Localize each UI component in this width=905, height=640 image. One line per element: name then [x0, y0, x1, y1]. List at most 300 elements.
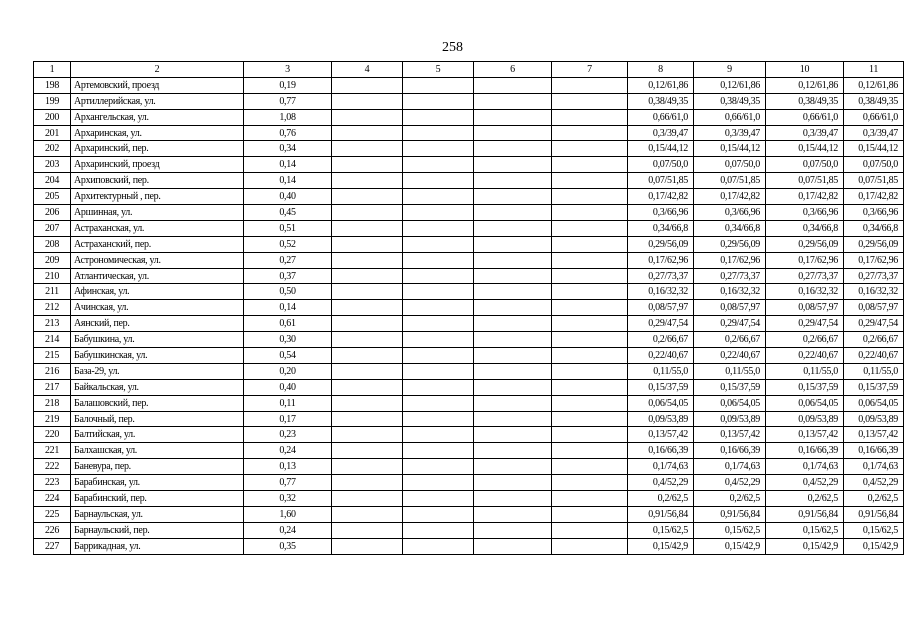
table-row — [34, 284, 904, 300]
row-number: 208 — [34, 236, 71, 252]
table-row — [34, 236, 904, 252]
column-header-6: 6 — [474, 62, 552, 78]
empty-cell — [552, 316, 628, 332]
value-col-10: 0,13/57,42 — [766, 427, 844, 443]
value-col-10: 0,34/66,8 — [766, 220, 844, 236]
street-name: Бабушкина, ул. — [71, 332, 244, 348]
empty-cell — [474, 284, 552, 300]
value-col-10: 0,91/56,84 — [766, 506, 844, 522]
empty-cell — [552, 205, 628, 221]
value-col-8: 0,16/32,32 — [628, 284, 694, 300]
value-col-8: 0,2/66,67 — [628, 332, 694, 348]
empty-cell — [332, 125, 403, 141]
empty-cell — [332, 93, 403, 109]
value-col-9: 0,07/50,0 — [694, 157, 766, 173]
street-name: Балочный, пер. — [71, 411, 244, 427]
empty-cell — [474, 189, 552, 205]
table-row — [34, 411, 904, 427]
row-number: 206 — [34, 205, 71, 221]
street-name: Байкальская, ул. — [71, 379, 244, 395]
table-row — [34, 220, 904, 236]
length-value: 0,27 — [244, 252, 332, 268]
value-col-8: 0,2/62,5 — [628, 491, 694, 507]
value-col-9: 0,66/61,0 — [694, 109, 766, 125]
value-col-11: 0,22/40,67 — [844, 348, 904, 364]
empty-cell — [332, 173, 403, 189]
value-col-8: 0,07/51,85 — [628, 173, 694, 189]
row-number: 207 — [34, 220, 71, 236]
value-col-9: 0,34/66,8 — [694, 220, 766, 236]
empty-cell — [332, 316, 403, 332]
table-row — [34, 427, 904, 443]
table-row — [34, 109, 904, 125]
value-col-9: 0,3/39,47 — [694, 125, 766, 141]
empty-cell — [552, 236, 628, 252]
street-name: Артиллерийская, ул. — [71, 93, 244, 109]
street-name: Бабушкинская, ул. — [71, 348, 244, 364]
data-table — [33, 61, 904, 555]
length-value: 0,24 — [244, 443, 332, 459]
value-col-9: 0,11/55,0 — [694, 363, 766, 379]
value-col-10: 0,2/66,67 — [766, 332, 844, 348]
length-value: 0,14 — [244, 157, 332, 173]
value-col-9: 0,91/56,84 — [694, 506, 766, 522]
empty-cell — [552, 173, 628, 189]
empty-cell — [403, 205, 474, 221]
street-name: Балтийская, ул. — [71, 427, 244, 443]
value-col-8: 0,09/53,89 — [628, 411, 694, 427]
street-name: База-29, ул. — [71, 363, 244, 379]
column-header-1: 1 — [34, 62, 71, 78]
empty-cell — [474, 475, 552, 491]
empty-cell — [332, 459, 403, 475]
empty-cell — [332, 205, 403, 221]
empty-cell — [403, 109, 474, 125]
street-name: Баррикадная, ул. — [71, 538, 244, 554]
column-header-10: 10 — [766, 62, 844, 78]
empty-cell — [332, 491, 403, 507]
table-row — [34, 332, 904, 348]
empty-cell — [403, 506, 474, 522]
length-value: 0,19 — [244, 77, 332, 93]
value-col-11: 0,16/32,32 — [844, 284, 904, 300]
street-name: Атлантическая, ул. — [71, 268, 244, 284]
value-col-11: 0,3/66,96 — [844, 205, 904, 221]
empty-cell — [403, 395, 474, 411]
empty-cell — [552, 411, 628, 427]
empty-cell — [332, 379, 403, 395]
value-col-8: 0,12/61,86 — [628, 77, 694, 93]
column-header-4: 4 — [332, 62, 403, 78]
empty-cell — [552, 363, 628, 379]
empty-cell — [474, 363, 552, 379]
empty-cell — [403, 173, 474, 189]
length-value: 1,08 — [244, 109, 332, 125]
empty-cell — [332, 411, 403, 427]
value-col-9: 0,1/74,63 — [694, 459, 766, 475]
length-value: 0,52 — [244, 236, 332, 252]
empty-cell — [552, 459, 628, 475]
value-col-10: 0,07/51,85 — [766, 173, 844, 189]
value-col-11: 0,91/56,84 — [844, 506, 904, 522]
street-name: Барнаульская, ул. — [71, 506, 244, 522]
empty-cell — [474, 443, 552, 459]
value-col-11: 0,15/62,5 — [844, 522, 904, 538]
street-name: Баневура, пер. — [71, 459, 244, 475]
length-value: 0,11 — [244, 395, 332, 411]
value-col-10: 0,27/73,37 — [766, 268, 844, 284]
length-value: 0,40 — [244, 379, 332, 395]
value-col-11: 0,3/39,47 — [844, 125, 904, 141]
street-name: Архитектурный , пер. — [71, 189, 244, 205]
row-number: 217 — [34, 379, 71, 395]
empty-cell — [474, 173, 552, 189]
empty-cell — [403, 300, 474, 316]
value-col-9: 0,17/42,82 — [694, 189, 766, 205]
empty-cell — [474, 538, 552, 554]
empty-cell — [332, 395, 403, 411]
column-header-2: 2 — [71, 62, 244, 78]
row-number: 205 — [34, 189, 71, 205]
empty-cell — [552, 300, 628, 316]
value-col-11: 0,38/49,35 — [844, 93, 904, 109]
value-col-8: 0,17/62,96 — [628, 252, 694, 268]
column-header-7: 7 — [552, 62, 628, 78]
table-row — [34, 443, 904, 459]
empty-cell — [403, 157, 474, 173]
empty-cell — [403, 491, 474, 507]
row-number: 216 — [34, 363, 71, 379]
length-value: 0,40 — [244, 189, 332, 205]
empty-cell — [474, 300, 552, 316]
empty-cell — [474, 379, 552, 395]
value-col-11: 0,17/62,96 — [844, 252, 904, 268]
value-col-11: 0,06/54,05 — [844, 395, 904, 411]
row-number: 224 — [34, 491, 71, 507]
value-col-10: 0,15/44,12 — [766, 141, 844, 157]
value-col-10: 0,1/74,63 — [766, 459, 844, 475]
street-name: Ачинская, ул. — [71, 300, 244, 316]
empty-cell — [403, 220, 474, 236]
table-row — [34, 205, 904, 221]
value-col-9: 0,15/62,5 — [694, 522, 766, 538]
value-col-8: 0,66/61,0 — [628, 109, 694, 125]
empty-cell — [403, 125, 474, 141]
empty-cell — [552, 491, 628, 507]
value-col-8: 0,15/44,12 — [628, 141, 694, 157]
row-number: 199 — [34, 93, 71, 109]
value-col-11: 0,15/42,9 — [844, 538, 904, 554]
value-col-8: 0,3/39,47 — [628, 125, 694, 141]
empty-cell — [552, 284, 628, 300]
value-col-8: 0,38/49,35 — [628, 93, 694, 109]
length-value: 0,54 — [244, 348, 332, 364]
empty-cell — [403, 268, 474, 284]
empty-cell — [332, 284, 403, 300]
value-col-10: 0,29/56,09 — [766, 236, 844, 252]
row-number: 201 — [34, 125, 71, 141]
value-col-10: 0,16/32,32 — [766, 284, 844, 300]
length-value: 0,77 — [244, 93, 332, 109]
value-col-10: 0,17/62,96 — [766, 252, 844, 268]
empty-cell — [332, 332, 403, 348]
empty-cell — [332, 157, 403, 173]
street-name: Артемовский, проезд — [71, 77, 244, 93]
value-col-9: 0,29/56,09 — [694, 236, 766, 252]
empty-cell — [552, 395, 628, 411]
row-number: 212 — [34, 300, 71, 316]
empty-cell — [552, 189, 628, 205]
value-col-10: 0,16/66,39 — [766, 443, 844, 459]
value-col-8: 0,17/42,82 — [628, 189, 694, 205]
street-name: Балхашская, ул. — [71, 443, 244, 459]
value-col-9: 0,17/62,96 — [694, 252, 766, 268]
value-col-9: 0,4/52,29 — [694, 475, 766, 491]
empty-cell — [552, 506, 628, 522]
empty-cell — [474, 348, 552, 364]
value-col-8: 0,22/40,67 — [628, 348, 694, 364]
row-number: 225 — [34, 506, 71, 522]
empty-cell — [403, 252, 474, 268]
value-col-8: 0,4/52,29 — [628, 475, 694, 491]
table-row — [34, 173, 904, 189]
value-col-8: 0,34/66,8 — [628, 220, 694, 236]
empty-cell — [332, 443, 403, 459]
row-number: 220 — [34, 427, 71, 443]
value-col-9: 0,13/57,42 — [694, 427, 766, 443]
value-col-10: 0,15/42,9 — [766, 538, 844, 554]
value-col-10: 0,29/47,54 — [766, 316, 844, 332]
value-col-11: 0,07/50,0 — [844, 157, 904, 173]
length-value: 0,51 — [244, 220, 332, 236]
table-row — [34, 189, 904, 205]
value-col-10: 0,06/54,05 — [766, 395, 844, 411]
value-col-8: 0,15/37,59 — [628, 379, 694, 395]
empty-cell — [474, 93, 552, 109]
table-row — [34, 475, 904, 491]
empty-cell — [332, 236, 403, 252]
value-col-8: 0,15/62,5 — [628, 522, 694, 538]
empty-cell — [332, 348, 403, 364]
empty-cell — [552, 125, 628, 141]
value-col-10: 0,22/40,67 — [766, 348, 844, 364]
length-value: 0,77 — [244, 475, 332, 491]
empty-cell — [474, 205, 552, 221]
column-header-11: 11 — [844, 62, 904, 78]
table-row — [34, 77, 904, 93]
length-value: 1,60 — [244, 506, 332, 522]
length-value: 0,34 — [244, 141, 332, 157]
street-name: Барабинская, ул. — [71, 475, 244, 491]
empty-cell — [474, 332, 552, 348]
length-value: 0,30 — [244, 332, 332, 348]
row-number: 226 — [34, 522, 71, 538]
value-col-9: 0,22/40,67 — [694, 348, 766, 364]
empty-cell — [403, 459, 474, 475]
empty-cell — [474, 157, 552, 173]
row-number: 221 — [34, 443, 71, 459]
street-name: Астраханская, ул. — [71, 220, 244, 236]
empty-cell — [332, 300, 403, 316]
row-number: 204 — [34, 173, 71, 189]
length-value: 0,37 — [244, 268, 332, 284]
value-col-9: 0,27/73,37 — [694, 268, 766, 284]
value-col-10: 0,15/62,5 — [766, 522, 844, 538]
value-col-10: 0,07/50,0 — [766, 157, 844, 173]
empty-cell — [474, 459, 552, 475]
value-col-9: 0,29/47,54 — [694, 316, 766, 332]
empty-cell — [474, 395, 552, 411]
row-number: 218 — [34, 395, 71, 411]
street-name: Архаринский, пер. — [71, 141, 244, 157]
street-name: Барнаульский, пер. — [71, 522, 244, 538]
street-name: Архаринский, проезд — [71, 157, 244, 173]
empty-cell — [552, 252, 628, 268]
street-name: Аршинная, ул. — [71, 205, 244, 221]
value-col-11: 0,27/73,37 — [844, 268, 904, 284]
empty-cell — [403, 236, 474, 252]
table-row — [34, 157, 904, 173]
empty-cell — [332, 252, 403, 268]
value-col-9: 0,16/32,32 — [694, 284, 766, 300]
column-header-8: 8 — [628, 62, 694, 78]
empty-cell — [552, 443, 628, 459]
empty-cell — [332, 189, 403, 205]
table-row — [34, 300, 904, 316]
empty-cell — [403, 316, 474, 332]
table-row — [34, 491, 904, 507]
value-col-8: 0,1/74,63 — [628, 459, 694, 475]
length-value: 0,17 — [244, 411, 332, 427]
table-header-row — [34, 62, 904, 78]
value-col-9: 0,08/57,97 — [694, 300, 766, 316]
empty-cell — [552, 522, 628, 538]
row-number: 211 — [34, 284, 71, 300]
value-col-8: 0,3/66,96 — [628, 205, 694, 221]
row-number: 198 — [34, 77, 71, 93]
row-number: 202 — [34, 141, 71, 157]
row-number: 200 — [34, 109, 71, 125]
row-number: 219 — [34, 411, 71, 427]
row-number: 223 — [34, 475, 71, 491]
value-col-11: 0,66/61,0 — [844, 109, 904, 125]
value-col-9: 0,2/66,67 — [694, 332, 766, 348]
empty-cell — [552, 379, 628, 395]
length-value: 0,23 — [244, 427, 332, 443]
row-number: 203 — [34, 157, 71, 173]
value-col-11: 0,11/55,0 — [844, 363, 904, 379]
length-value: 0,35 — [244, 538, 332, 554]
value-col-8: 0,15/42,9 — [628, 538, 694, 554]
empty-cell — [332, 220, 403, 236]
street-name: Аянский, пер. — [71, 316, 244, 332]
value-col-10: 0,38/49,35 — [766, 93, 844, 109]
empty-cell — [474, 411, 552, 427]
empty-cell — [403, 522, 474, 538]
value-col-10: 0,2/62,5 — [766, 491, 844, 507]
empty-cell — [474, 268, 552, 284]
value-col-11: 0,1/74,63 — [844, 459, 904, 475]
table-row — [34, 268, 904, 284]
value-col-11: 0,15/44,12 — [844, 141, 904, 157]
value-col-8: 0,91/56,84 — [628, 506, 694, 522]
street-name: Астраханский, пер. — [71, 236, 244, 252]
row-number: 227 — [34, 538, 71, 554]
length-value: 0,32 — [244, 491, 332, 507]
value-col-10: 0,09/53,89 — [766, 411, 844, 427]
value-col-11: 0,29/47,54 — [844, 316, 904, 332]
value-col-10: 0,17/42,82 — [766, 189, 844, 205]
empty-cell — [332, 268, 403, 284]
value-col-11: 0,13/57,42 — [844, 427, 904, 443]
table-row — [34, 252, 904, 268]
table-row — [34, 93, 904, 109]
row-number: 213 — [34, 316, 71, 332]
empty-cell — [332, 141, 403, 157]
value-col-9: 0,38/49,35 — [694, 93, 766, 109]
value-col-9: 0,15/37,59 — [694, 379, 766, 395]
value-col-11: 0,17/42,82 — [844, 189, 904, 205]
empty-cell — [552, 348, 628, 364]
empty-cell — [403, 475, 474, 491]
table-row — [34, 316, 904, 332]
table-row — [34, 141, 904, 157]
value-col-11: 0,07/51,85 — [844, 173, 904, 189]
empty-cell — [474, 77, 552, 93]
value-col-10: 0,66/61,0 — [766, 109, 844, 125]
empty-cell — [474, 125, 552, 141]
value-col-9: 0,3/66,96 — [694, 205, 766, 221]
value-col-11: 0,4/52,29 — [844, 475, 904, 491]
empty-cell — [474, 506, 552, 522]
value-col-9: 0,06/54,05 — [694, 395, 766, 411]
empty-cell — [332, 427, 403, 443]
empty-cell — [403, 77, 474, 93]
empty-cell — [474, 109, 552, 125]
empty-cell — [403, 284, 474, 300]
table-row — [34, 348, 904, 364]
length-value: 0,50 — [244, 284, 332, 300]
empty-cell — [332, 506, 403, 522]
empty-cell — [474, 220, 552, 236]
value-col-10: 0,11/55,0 — [766, 363, 844, 379]
value-col-11: 0,12/61,86 — [844, 77, 904, 93]
length-value: 0,45 — [244, 205, 332, 221]
length-value: 0,14 — [244, 300, 332, 316]
empty-cell — [552, 77, 628, 93]
value-col-9: 0,09/53,89 — [694, 411, 766, 427]
row-number: 209 — [34, 252, 71, 268]
empty-cell — [552, 220, 628, 236]
value-col-9: 0,12/61,86 — [694, 77, 766, 93]
value-col-11: 0,08/57,97 — [844, 300, 904, 316]
empty-cell — [552, 109, 628, 125]
street-name: Балашовский, пер. — [71, 395, 244, 411]
table-row — [34, 363, 904, 379]
value-col-10: 0,3/66,96 — [766, 205, 844, 221]
value-col-9: 0,15/44,12 — [694, 141, 766, 157]
empty-cell — [552, 93, 628, 109]
column-header-9: 9 — [694, 62, 766, 78]
row-number: 222 — [34, 459, 71, 475]
empty-cell — [474, 491, 552, 507]
street-name: Архиповский, пер. — [71, 173, 244, 189]
value-col-10: 0,08/57,97 — [766, 300, 844, 316]
empty-cell — [474, 522, 552, 538]
value-col-8: 0,16/66,39 — [628, 443, 694, 459]
empty-cell — [332, 522, 403, 538]
value-col-11: 0,2/66,67 — [844, 332, 904, 348]
